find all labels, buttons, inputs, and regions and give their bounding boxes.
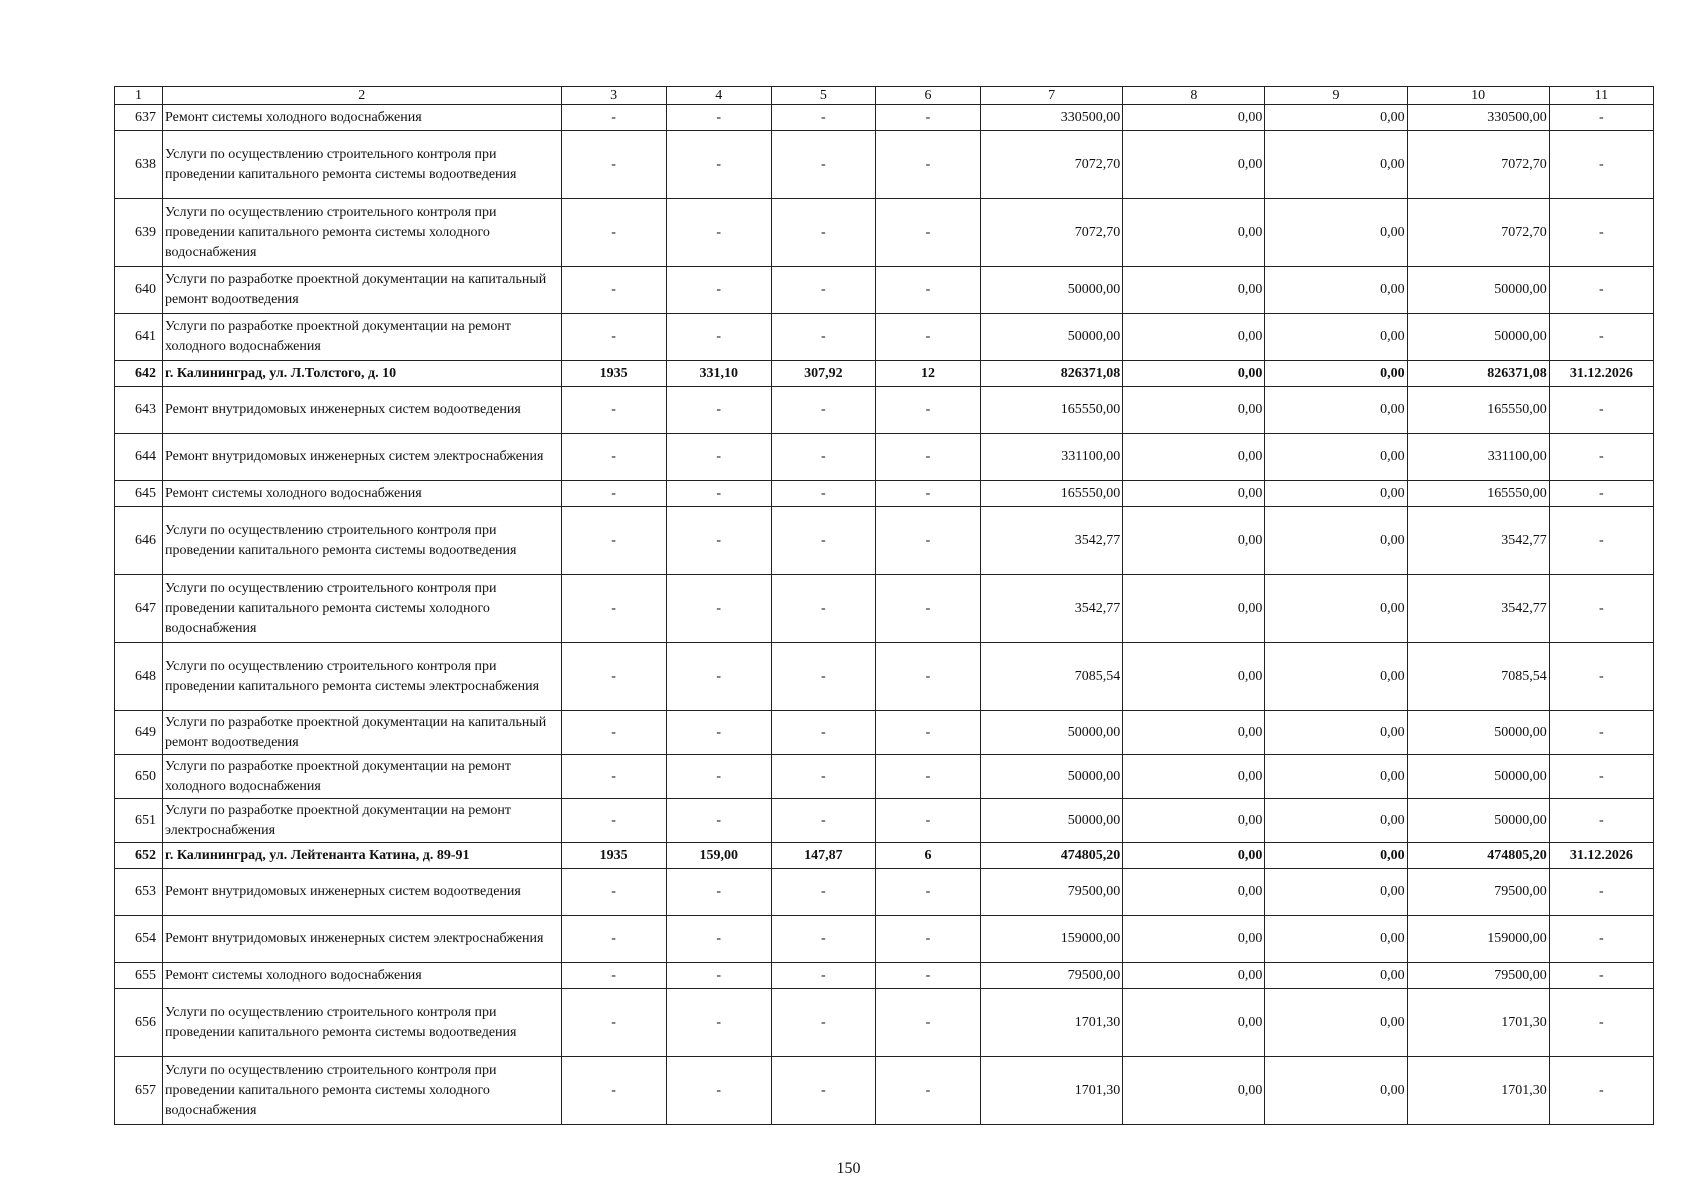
total-cost-cell: 1701,30: [981, 989, 1123, 1057]
total-cost-cell: 79500,00: [981, 869, 1123, 916]
total-cost-cell: 50000,00: [981, 755, 1123, 799]
year-cell: -: [561, 314, 666, 361]
work-name: Ремонт внутридомовых инженерных систем водоотведения: [163, 869, 562, 916]
residents-cell: -: [875, 481, 980, 507]
row-number: 650: [115, 755, 163, 799]
row-number: 643: [115, 387, 163, 434]
living-area-cell: 307,92: [771, 361, 875, 387]
year-cell: -: [561, 1057, 666, 1125]
deadline-cell: -: [1549, 963, 1653, 989]
work-name: Услуги по разработке проектной документации на ремонт электроснабжения: [163, 799, 562, 843]
residents-cell: -: [875, 267, 980, 314]
area-cell: -: [666, 643, 771, 711]
residents-cell: -: [875, 314, 980, 361]
living-area-cell: -: [771, 755, 875, 799]
work-name: Ремонт системы холодного водоснабжения: [163, 963, 562, 989]
row-number: 655: [115, 963, 163, 989]
area-cell: -: [666, 507, 771, 575]
budget-cell: 0,00: [1265, 843, 1407, 869]
row-number: 657: [115, 1057, 163, 1125]
area-cell: -: [666, 434, 771, 481]
area-cell: -: [666, 916, 771, 963]
row-number: 638: [115, 131, 163, 199]
budget-cell: 0,00: [1265, 643, 1407, 711]
work-name: Ремонт внутридомовых инженерных систем электроснабжения: [163, 434, 562, 481]
fund-cell: 0,00: [1123, 267, 1265, 314]
budget-cell: 0,00: [1265, 989, 1407, 1057]
row-number: 656: [115, 989, 163, 1057]
row-number: 642: [115, 361, 163, 387]
table-row: [115, 711, 1654, 755]
work-name: Услуги по осуществлению строительного контроля при проведении капитального ремонта системы холодного водоснабжения: [163, 199, 562, 267]
table-row: [115, 507, 1654, 575]
budget-cell: 0,00: [1265, 267, 1407, 314]
residents-cell: -: [875, 711, 980, 755]
area-cell: 331,10: [666, 361, 771, 387]
area-cell: -: [666, 481, 771, 507]
deadline-cell: 31.12.2026: [1549, 361, 1653, 387]
owners-cost-cell: 7072,70: [1407, 199, 1549, 267]
living-area-cell: -: [771, 916, 875, 963]
fund-cell: 0,00: [1123, 105, 1265, 131]
work-name: Услуги по осуществлению строительного контроля при проведении капитального ремонта системы водоотведения: [163, 989, 562, 1057]
deadline-cell: -: [1549, 131, 1653, 199]
budget-cell: 0,00: [1265, 507, 1407, 575]
deadline-cell: -: [1549, 387, 1653, 434]
total-cost-cell: 7072,70: [981, 199, 1123, 267]
table-row: [115, 387, 1654, 434]
work-name: Ремонт внутридомовых инженерных систем электроснабжения: [163, 916, 562, 963]
area-cell: -: [666, 105, 771, 131]
total-cost-cell: 159000,00: [981, 916, 1123, 963]
year-cell: -: [561, 105, 666, 131]
year-cell: -: [561, 869, 666, 916]
year-cell: -: [561, 799, 666, 843]
residents-cell: -: [875, 869, 980, 916]
year-cell: -: [561, 507, 666, 575]
residents-cell: -: [875, 434, 980, 481]
deadline-cell: -: [1549, 267, 1653, 314]
work-name: Услуги по разработке проектной документации на ремонт холодного водоснабжения: [163, 314, 562, 361]
budget-cell: 0,00: [1265, 916, 1407, 963]
area-cell: -: [666, 575, 771, 643]
budget-cell: 0,00: [1265, 799, 1407, 843]
row-number: 652: [115, 843, 163, 869]
work-name: Услуги по разработке проектной документации на ремонт холодного водоснабжения: [163, 755, 562, 799]
year-cell: -: [561, 916, 666, 963]
owners-cost-cell: 50000,00: [1407, 799, 1549, 843]
fund-cell: 0,00: [1123, 963, 1265, 989]
living-area-cell: 147,87: [771, 843, 875, 869]
owners-cost-cell: 7072,70: [1407, 131, 1549, 199]
row-number: 653: [115, 869, 163, 916]
year-cell: -: [561, 481, 666, 507]
residents-cell: -: [875, 799, 980, 843]
year-cell: -: [561, 387, 666, 434]
owners-cost-cell: 79500,00: [1407, 963, 1549, 989]
fund-cell: 0,00: [1123, 643, 1265, 711]
budget-cell: 0,00: [1265, 963, 1407, 989]
residents-cell: -: [875, 131, 980, 199]
area-cell: -: [666, 387, 771, 434]
deadline-cell: -: [1549, 575, 1653, 643]
deadline-cell: -: [1549, 199, 1653, 267]
fund-cell: 0,00: [1123, 199, 1265, 267]
row-number: 649: [115, 711, 163, 755]
deadline-cell: -: [1549, 507, 1653, 575]
total-cost-cell: 826371,08: [981, 361, 1123, 387]
budget-cell: 0,00: [1265, 131, 1407, 199]
total-cost-cell: 330500,00: [981, 105, 1123, 131]
row-number: 640: [115, 267, 163, 314]
table-row: [115, 199, 1654, 267]
column-number-header: [115, 87, 1654, 105]
row-number: 646: [115, 507, 163, 575]
table-row: [115, 799, 1654, 843]
owners-cost-cell: 3542,77: [1407, 575, 1549, 643]
total-cost-cell: 79500,00: [981, 963, 1123, 989]
total-cost-cell: 3542,77: [981, 507, 1123, 575]
residents-cell: -: [875, 989, 980, 1057]
column-header-4: 4: [666, 87, 771, 105]
deadline-cell: 31.12.2026: [1549, 843, 1653, 869]
deadline-cell: -: [1549, 799, 1653, 843]
table-row: [115, 434, 1654, 481]
table-row: [115, 869, 1654, 916]
year-cell: -: [561, 434, 666, 481]
work-name: Услуги по разработке проектной документации на капитальный ремонт водоотведения: [163, 267, 562, 314]
residents-cell: -: [875, 755, 980, 799]
living-area-cell: -: [771, 387, 875, 434]
fund-cell: 0,00: [1123, 869, 1265, 916]
owners-cost-cell: 3542,77: [1407, 507, 1549, 575]
owners-cost-cell: 7085,54: [1407, 643, 1549, 711]
living-area-cell: -: [771, 963, 875, 989]
total-cost-cell: 474805,20: [981, 843, 1123, 869]
row-number: 639: [115, 199, 163, 267]
column-header-10: 10: [1407, 87, 1549, 105]
table-row: [115, 314, 1654, 361]
work-name: Услуги по осуществлению строительного контроля при проведении капитального ремонта системы водоотведения: [163, 131, 562, 199]
total-cost-cell: 50000,00: [981, 711, 1123, 755]
deadline-cell: -: [1549, 711, 1653, 755]
living-area-cell: -: [771, 434, 875, 481]
living-area-cell: -: [771, 1057, 875, 1125]
residents-cell: 12: [875, 361, 980, 387]
owners-cost-cell: 330500,00: [1407, 105, 1549, 131]
fund-cell: 0,00: [1123, 755, 1265, 799]
work-name: Ремонт внутридомовых инженерных систем водоотведения: [163, 387, 562, 434]
budget-cell: 0,00: [1265, 1057, 1407, 1125]
table-row: [115, 105, 1654, 131]
row-number: 651: [115, 799, 163, 843]
living-area-cell: -: [771, 267, 875, 314]
living-area-cell: -: [771, 131, 875, 199]
fund-cell: 0,00: [1123, 843, 1265, 869]
residents-cell: -: [875, 507, 980, 575]
owners-cost-cell: 826371,08: [1407, 361, 1549, 387]
fund-cell: 0,00: [1123, 387, 1265, 434]
total-cost-cell: 7085,54: [981, 643, 1123, 711]
fund-cell: 0,00: [1123, 799, 1265, 843]
budget-cell: 0,00: [1265, 755, 1407, 799]
owners-cost-cell: 165550,00: [1407, 481, 1549, 507]
fund-cell: 0,00: [1123, 575, 1265, 643]
row-number: 654: [115, 916, 163, 963]
table-body: [115, 87, 1654, 1125]
budget-cell: 0,00: [1265, 387, 1407, 434]
fund-cell: 0,00: [1123, 434, 1265, 481]
living-area-cell: -: [771, 989, 875, 1057]
owners-cost-cell: 1701,30: [1407, 989, 1549, 1057]
residents-cell: -: [875, 105, 980, 131]
table-row: [115, 643, 1654, 711]
living-area-cell: -: [771, 643, 875, 711]
year-cell: -: [561, 711, 666, 755]
column-header-1: 1: [115, 87, 163, 105]
owners-cost-cell: 79500,00: [1407, 869, 1549, 916]
living-area-cell: -: [771, 869, 875, 916]
deadline-cell: -: [1549, 643, 1653, 711]
column-header-5: 5: [771, 87, 875, 105]
area-cell: -: [666, 267, 771, 314]
column-header-7: 7: [981, 87, 1123, 105]
table-row: [115, 131, 1654, 199]
year-cell: -: [561, 963, 666, 989]
owners-cost-cell: 50000,00: [1407, 314, 1549, 361]
owners-cost-cell: 159000,00: [1407, 916, 1549, 963]
table-row: [115, 916, 1654, 963]
living-area-cell: -: [771, 507, 875, 575]
residents-cell: 6: [875, 843, 980, 869]
area-cell: -: [666, 989, 771, 1057]
column-header-8: 8: [1123, 87, 1265, 105]
living-area-cell: -: [771, 481, 875, 507]
row-number: 637: [115, 105, 163, 131]
budget-cell: 0,00: [1265, 314, 1407, 361]
deadline-cell: -: [1549, 1057, 1653, 1125]
column-header-2: 2: [163, 87, 562, 105]
budget-table: [114, 86, 1654, 1125]
work-name: Услуги по осуществлению строительного контроля при проведении капитального ремонта системы холодного водоснабжения: [163, 575, 562, 643]
area-cell: -: [666, 963, 771, 989]
column-header-11: 11: [1549, 87, 1653, 105]
page-number: 150: [836, 1160, 861, 1177]
owners-cost-cell: 50000,00: [1407, 711, 1549, 755]
total-cost-cell: 331100,00: [981, 434, 1123, 481]
column-header-9: 9: [1265, 87, 1407, 105]
owners-cost-cell: 331100,00: [1407, 434, 1549, 481]
fund-cell: 0,00: [1123, 507, 1265, 575]
budget-cell: 0,00: [1265, 361, 1407, 387]
deadline-cell: -: [1549, 481, 1653, 507]
budget-cell: 0,00: [1265, 105, 1407, 131]
living-area-cell: -: [771, 575, 875, 643]
fund-cell: 0,00: [1123, 916, 1265, 963]
year-cell: -: [561, 199, 666, 267]
table-row: [115, 267, 1654, 314]
total-cost-cell: 3542,77: [981, 575, 1123, 643]
address-row: [115, 361, 1654, 387]
work-name: Ремонт системы холодного водоснабжения: [163, 481, 562, 507]
residents-cell: -: [875, 387, 980, 434]
living-area-cell: -: [771, 799, 875, 843]
year-cell: -: [561, 755, 666, 799]
total-cost-cell: 1701,30: [981, 1057, 1123, 1125]
work-name: Услуги по осуществлению строительного контроля при проведении капитального ремонта системы водоотведения: [163, 507, 562, 575]
fund-cell: 0,00: [1123, 131, 1265, 199]
residents-cell: -: [875, 916, 980, 963]
area-cell: -: [666, 131, 771, 199]
residents-cell: -: [875, 199, 980, 267]
owners-cost-cell: 1701,30: [1407, 1057, 1549, 1125]
area-cell: -: [666, 314, 771, 361]
total-cost-cell: 165550,00: [981, 481, 1123, 507]
fund-cell: 0,00: [1123, 314, 1265, 361]
owners-cost-cell: 50000,00: [1407, 267, 1549, 314]
year-cell: -: [561, 575, 666, 643]
year-cell: -: [561, 989, 666, 1057]
year-cell: -: [561, 267, 666, 314]
year-cell: -: [561, 131, 666, 199]
table-row: [115, 963, 1654, 989]
column-header-6: 6: [875, 87, 980, 105]
area-cell: -: [666, 199, 771, 267]
residents-cell: -: [875, 575, 980, 643]
fund-cell: 0,00: [1123, 361, 1265, 387]
budget-cell: 0,00: [1265, 481, 1407, 507]
owners-cost-cell: 474805,20: [1407, 843, 1549, 869]
budget-cell: 0,00: [1265, 199, 1407, 267]
row-number: 647: [115, 575, 163, 643]
living-area-cell: -: [771, 711, 875, 755]
work-name: Услуги по осуществлению строительного контроля при проведении капитального ремонта системы электроснабжения: [163, 643, 562, 711]
residents-cell: -: [875, 643, 980, 711]
deadline-cell: -: [1549, 755, 1653, 799]
work-name: Услуги по осуществлению строительного контроля при проведении капитального ремонта системы холодного водоснабжения: [163, 1057, 562, 1125]
area-cell: -: [666, 869, 771, 916]
work-name: Ремонт системы холодного водоснабжения: [163, 105, 562, 131]
area-cell: -: [666, 755, 771, 799]
fund-cell: 0,00: [1123, 989, 1265, 1057]
budget-cell: 0,00: [1265, 434, 1407, 481]
table-row: [115, 755, 1654, 799]
table-row: [115, 989, 1654, 1057]
owners-cost-cell: 50000,00: [1407, 755, 1549, 799]
living-area-cell: -: [771, 105, 875, 131]
table-row: [115, 575, 1654, 643]
budget-cell: 0,00: [1265, 575, 1407, 643]
area-cell: 159,00: [666, 843, 771, 869]
deadline-cell: -: [1549, 314, 1653, 361]
fund-cell: 0,00: [1123, 1057, 1265, 1125]
table-row: [115, 481, 1654, 507]
address-row: [115, 843, 1654, 869]
fund-cell: 0,00: [1123, 711, 1265, 755]
year-cell: -: [561, 643, 666, 711]
deadline-cell: -: [1549, 989, 1653, 1057]
budget-cell: 0,00: [1265, 869, 1407, 916]
row-number: 641: [115, 314, 163, 361]
deadline-cell: -: [1549, 869, 1653, 916]
deadline-cell: -: [1549, 105, 1653, 131]
row-number: 644: [115, 434, 163, 481]
total-cost-cell: 50000,00: [981, 799, 1123, 843]
work-name: г. Калининград, ул. Л.Толстого, д. 10: [163, 361, 562, 387]
budget-cell: 0,00: [1265, 711, 1407, 755]
residents-cell: -: [875, 1057, 980, 1125]
fund-cell: 0,00: [1123, 481, 1265, 507]
work-name: Услуги по разработке проектной документации на капитальный ремонт водоотведения: [163, 711, 562, 755]
deadline-cell: -: [1549, 916, 1653, 963]
row-number: 645: [115, 481, 163, 507]
area-cell: -: [666, 1057, 771, 1125]
living-area-cell: -: [771, 314, 875, 361]
total-cost-cell: 165550,00: [981, 387, 1123, 434]
area-cell: -: [666, 799, 771, 843]
total-cost-cell: 50000,00: [981, 267, 1123, 314]
year-cell: 1935: [561, 843, 666, 869]
owners-cost-cell: 165550,00: [1407, 387, 1549, 434]
year-cell: 1935: [561, 361, 666, 387]
residents-cell: -: [875, 963, 980, 989]
area-cell: -: [666, 711, 771, 755]
row-number: 648: [115, 643, 163, 711]
total-cost-cell: 7072,70: [981, 131, 1123, 199]
work-name: г. Калининград, ул. Лейтенанта Катина, д. 89-91: [163, 843, 562, 869]
living-area-cell: -: [771, 199, 875, 267]
column-header-3: 3: [561, 87, 666, 105]
total-cost-cell: 50000,00: [981, 314, 1123, 361]
deadline-cell: -: [1549, 434, 1653, 481]
table-row: [115, 1057, 1654, 1125]
